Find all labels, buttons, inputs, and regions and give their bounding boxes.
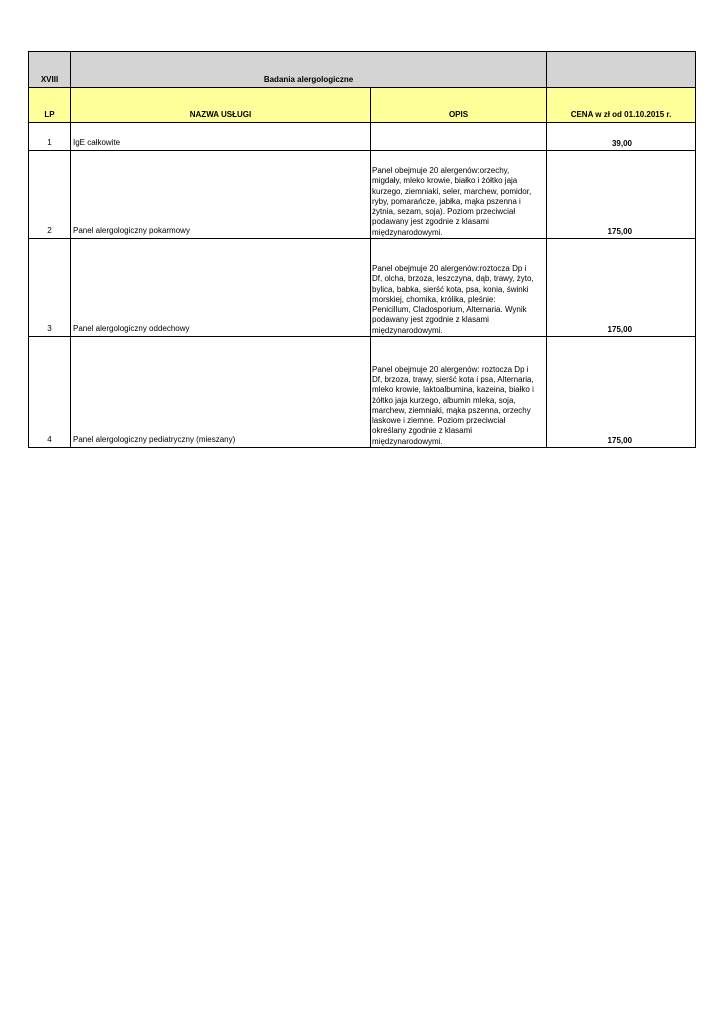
description-line: Panel obejmuje 20 alergenów:roztocza Dp i [372,263,527,273]
row-price: 39,00 [547,123,696,151]
table-row [29,337,696,448]
section-title: Badania alergologiczne [71,52,547,88]
description-line: żółtko jaja kurzego, albumin mleka, soja, [372,395,516,405]
row-description [371,151,547,239]
row-price: 175,00 [547,151,696,239]
description-line: mleko krowie, laktoalbumina, kazeina, białko i [372,385,534,395]
header-price: CENA w zł od 01.10.2015 r. [547,88,696,123]
description-line: morskiej, chomika, królika, pleśnie: [372,294,496,304]
description-line: określany zgodnie z klasami [372,426,473,436]
row-service-name: Panel alergologiczny pokarmowy [71,151,371,239]
row-lp: 3 [29,239,71,337]
description-line: marchew, ziemniaki, mąka pszenna, orzechy [372,405,531,415]
row-service-name: IgE całkowite [71,123,371,151]
row-service-name: Panel alergologiczny oddechowy [71,239,371,337]
column-header-row [29,88,696,123]
description-line: migdały, mleko krowie, białko i żółtko jaja [372,176,518,186]
description-line: kurzego, ziemniaki, seler, marchew, pomidor, [372,186,532,196]
row-description [371,337,547,448]
description-line: Df, olcha, brzoza, leszczyna, dąb, trawy, żyto, [372,274,534,284]
description-line: Df, brzoza, trawy, sierść kota i psa, Alternaria, [372,374,534,384]
section-header-row [29,52,696,88]
row-description [371,239,547,337]
description-line: laskowe i ziemne. Poziom przeciwciał [372,416,506,426]
table-row [29,123,696,151]
description-line: Panel obejmuje 20 alergenów:orzechy, [372,165,510,175]
row-lp: 4 [29,337,71,448]
row-price: 175,00 [547,239,696,337]
section-empty-cell [547,52,696,88]
header-opis: OPIS [371,88,547,123]
description-line: międzynarodowymi. [372,227,443,237]
description-line: bylica, babka, sierść kota, psa, konia, świnki [372,284,529,294]
price-list-table [28,51,696,448]
description-line: ryby, pomarańcze, jabłka, mąka pszenna i [372,196,521,206]
description-line: Penicillum, Cladosporium, Alternaria. Wynik [372,305,527,315]
header-name: NAZWA USŁUGI [71,88,371,123]
row-service-name: Panel alergologiczny pediatryczny (mieszany) [71,337,371,448]
table-row [29,239,696,337]
row-price: 175,00 [547,337,696,448]
section-number: XVIII [29,52,71,88]
row-lp: 1 [29,123,71,151]
description-line: podawany jest zgodnie z klasami [372,217,489,227]
description-line: podawany jest zgodnie z klasami [372,315,489,325]
description-line: międzynarodowymi. [372,436,443,446]
row-lp: 2 [29,151,71,239]
description-line: Panel obejmuje 20 alergenów: roztocza Dp i [372,364,529,374]
header-lp: LP [29,88,71,123]
description-line: żytnia, sezam, soja). Poziom przeciwciał [372,207,516,217]
table-row [29,151,696,239]
row-description [371,123,547,151]
description-line: międzynarodowymi. [372,325,443,335]
